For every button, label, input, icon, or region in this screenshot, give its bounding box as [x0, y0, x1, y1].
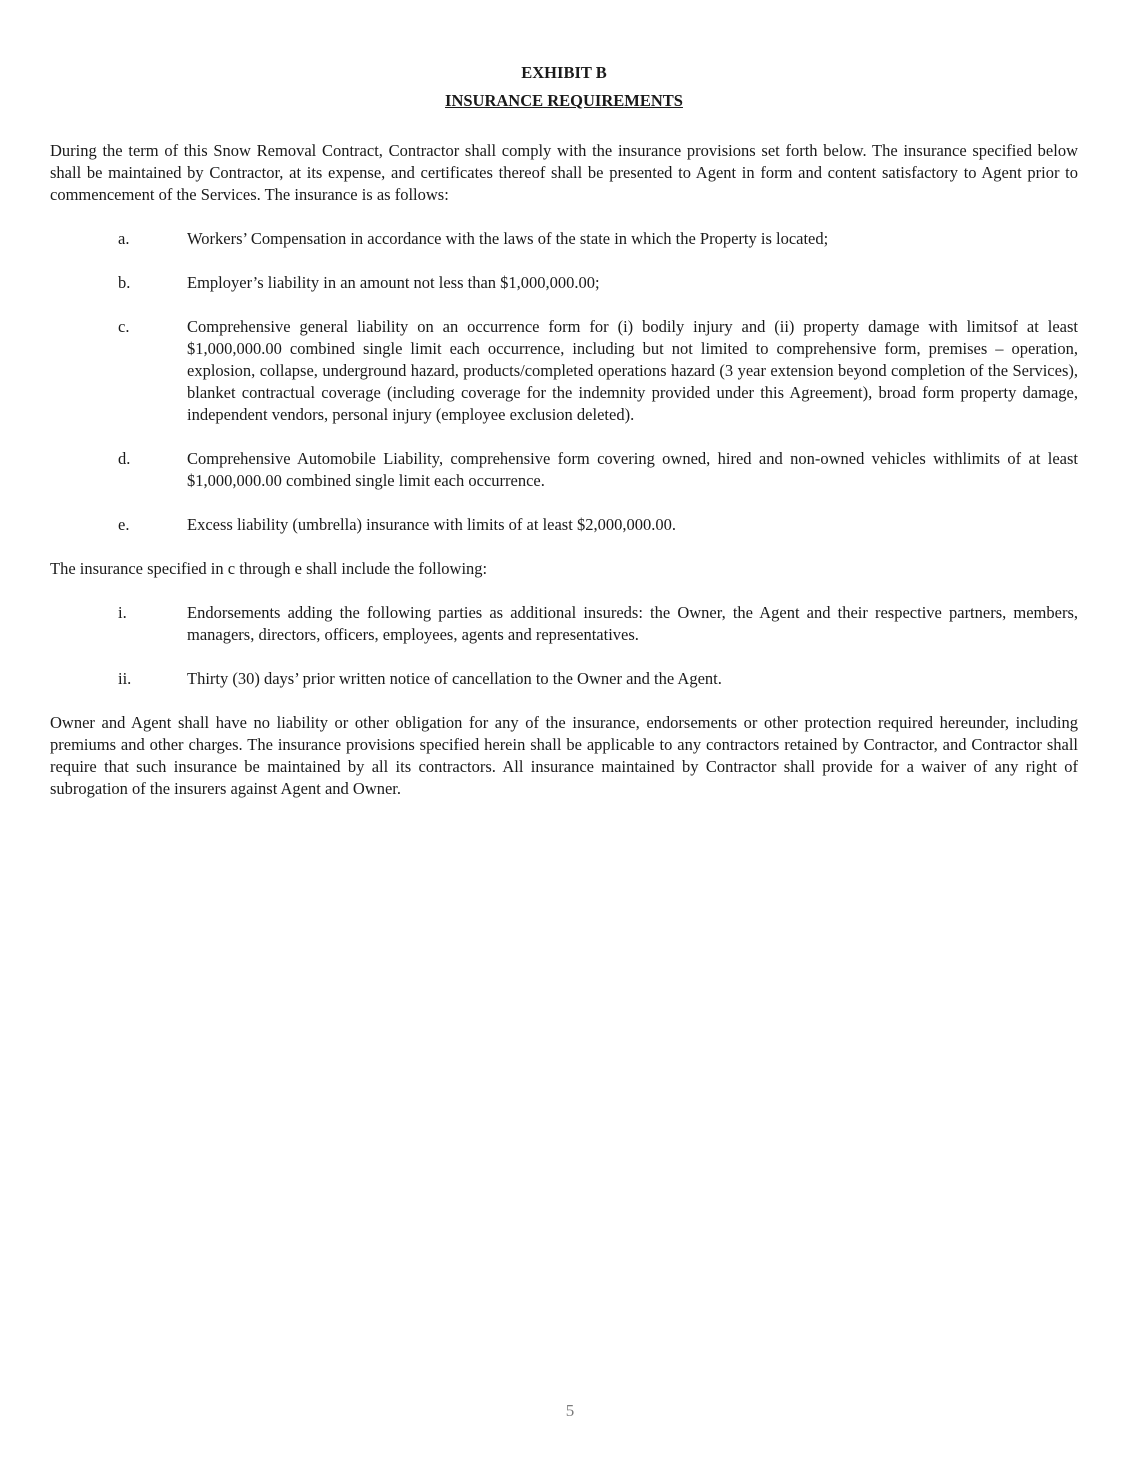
list-item-text: Endorsements adding the following parties as additional insureds: the Owner, the Agent and their respective partners, members, managers, directors, officers, employees, agents and representatives. — [187, 603, 1078, 644]
closing-paragraph: Owner and Agent shall have no liability or other obligation for any of the insurance, endorsements or other protection required hereunder, including premiums and other charges. The insurance provisions specified herein shall be applicable to any contractors retained by Contractor, and Contractor shall require that such insurance be maintained by all its contractors. All insurance maintained by Contractor shall provide for a waiver of any right of subrogation of the insurers against Agent and Owner. — [50, 713, 1078, 798]
list-marker: c. — [118, 317, 130, 336]
requirement-item — [50, 316, 1078, 426]
list-item-text: Excess liability (umbrella) insurance with limits of at least $2,000,000.00. — [187, 515, 676, 534]
intro-paragraph: During the term of this Snow Removal Contract, Contractor shall comply with the insurance provisions set forth below. The insurance specified below shall be maintained by Contractor, at its expense, and certificates thereof shall be presented to Agent in form and content satisfactory to Agent prior to commencement of the Services. The insurance is as follows: — [50, 141, 1078, 204]
requirement-item — [50, 514, 1078, 536]
list-marker: e. — [118, 515, 130, 534]
inclusion-item — [50, 602, 1078, 646]
exhibit-title: EXHIBIT B — [521, 63, 607, 82]
list-marker: ii. — [118, 669, 132, 688]
inclusion-lead-paragraph: The insurance specified in c through e shall include the following: — [50, 559, 488, 578]
list-marker: i. — [118, 603, 127, 622]
requirement-item — [50, 272, 1078, 294]
inclusion-item — [50, 668, 1078, 690]
list-item-text: Workers’ Compensation in accordance with the laws of the state in which the Property is located; — [187, 229, 829, 248]
document-page — [50, 62, 1078, 800]
list-marker: b. — [118, 273, 131, 292]
list-item-text: Comprehensive general liability on an occurrence form for (i) bodily injury and (ii) property damage with limitsof at least $1,000,000.00 combined single limit each occurrence, including but not limited to comprehensive form, premises – operation, explosion, collapse, underground hazard, products/completed operations hazard (3 year extension beyond completion of the Services), blanket contractual coverage (including coverage for the indemnity provided under this Agreement), broad form property damage, independent vendors, personal injury (employee exclusion deleted). — [187, 317, 1078, 424]
list-item-text: Comprehensive Automobile Liability, comprehensive form covering owned, hired and non-owned vehicles withlimits of at least $1,000,000.00 combined single limit each occurrence. — [187, 449, 1078, 490]
requirement-item — [50, 448, 1078, 492]
requirements-list — [50, 228, 1078, 536]
list-marker: d. — [118, 449, 131, 468]
list-item-text: Employer’s liability in an amount not less than $1,000,000.00; — [187, 273, 600, 292]
requirement-item — [50, 228, 1078, 250]
list-item-text: Thirty (30) days’ prior written notice of cancellation to the Owner and the Agent. — [187, 669, 722, 688]
inclusions-list — [50, 602, 1078, 690]
list-marker: a. — [118, 229, 130, 248]
exhibit-subtitle: INSURANCE REQUIREMENTS — [445, 91, 683, 110]
page-number: 5 — [565, 1401, 575, 1420]
